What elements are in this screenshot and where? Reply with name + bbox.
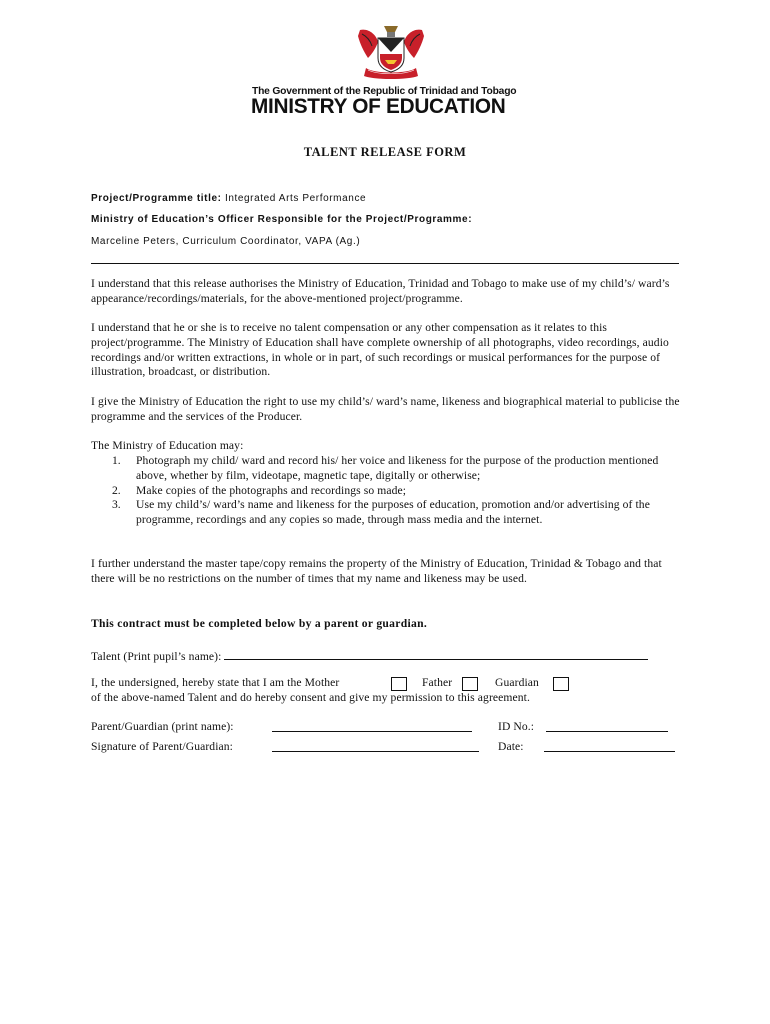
father-checkbox[interactable] xyxy=(462,677,478,691)
parent-name-field[interactable] xyxy=(272,720,472,732)
officer-label: Ministry of Education’s Officer Responsible for the Project/Programme: xyxy=(91,214,473,225)
parent-name-label: Parent/Guardian (print name): xyxy=(91,720,234,733)
list-number: 1. xyxy=(112,454,121,467)
list-item: Use my child’s/ ward’s name and likeness for the purposes of education, promotion and/or advertising of the programme, recordings and any copies so made, through mass media and the internet. xyxy=(136,498,650,526)
project-title-line xyxy=(91,193,366,204)
id-field[interactable] xyxy=(546,720,668,732)
paragraph-may-intro: The Ministry of Education may: xyxy=(91,439,244,452)
paragraph-authorisation: I understand that this release authorises the Ministry of Education, Trinidad and Tobago to make use of my child’s/ ward’s appearance/recordings/materials, for the above-mentioned project/programme. xyxy=(91,277,670,305)
divider xyxy=(91,263,679,264)
list-item: Make copies of the photographs and recordings so made; xyxy=(136,484,407,497)
list-number: 3. xyxy=(112,498,121,511)
paragraph-rights: I give the Ministry of Education the right to use my child’s/ ward’s name, likeness and biographical material to publicise the programme and the services of the Producer. xyxy=(91,395,680,423)
date-label: Date: xyxy=(498,740,524,753)
paragraph-master-tape: I further understand the master tape/copy remains the property of the Ministry of Education, Trinidad & Tobago and that there will be no restrictions on the number of times that my name and likeness may be used. xyxy=(91,557,662,585)
list-item: Photograph my child/ ward and record his/ her voice and likeness for the purpose of the production mentioned above, whether by film, videotape, magnetic tape, digitally or otherwise; xyxy=(136,454,659,482)
officer-value: Marceline Peters, Curriculum Coordinator, VAPA (Ag.) xyxy=(91,236,361,247)
father-label: Father xyxy=(422,676,453,689)
id-label: ID No.: xyxy=(498,720,535,733)
ministry-name: MINISTRY OF EDUCATION xyxy=(251,95,506,118)
project-title-value: Integrated Arts Performance xyxy=(224,193,367,204)
guardian-label: Guardian xyxy=(495,676,539,689)
consent-text: of the above-named Talent and do hereby consent and give my permission to this agreement. xyxy=(91,691,530,704)
signature-label: Signature of Parent/Guardian: xyxy=(91,740,233,753)
undersigned-text: I, the undersigned, hereby state that I am the Mother xyxy=(91,676,340,689)
government-name: The Government of the Republic of Trinidad and Tobago xyxy=(252,86,517,97)
talent-name-label: Talent (Print pupil’s name): xyxy=(91,650,222,663)
list-number: 2. xyxy=(112,484,121,497)
date-field[interactable] xyxy=(544,740,675,752)
contract-note: This contract must be completed below by a parent or guardian. xyxy=(91,617,428,630)
paragraph-compensation: I understand that he or she is to receive no talent compensation or any other compensation as it relates to this project/programme. The Ministry of Education shall have complete ownership of all photographs, video recordings, audio recordings and/or written extractions, in whole or in part, of such recordings or musical performances for the purpose of illustration, broadcast, or distribution. xyxy=(91,321,669,379)
mother-checkbox[interactable] xyxy=(391,677,407,691)
guardian-checkbox[interactable] xyxy=(553,677,569,691)
form-title: TALENT RELEASE FORM xyxy=(303,145,467,159)
coat-of-arms-icon xyxy=(354,24,428,82)
talent-name-row xyxy=(91,648,648,663)
project-title-label: Project/Programme title: xyxy=(91,193,222,204)
talent-name-field[interactable] xyxy=(224,648,648,660)
signature-field[interactable] xyxy=(272,740,479,752)
